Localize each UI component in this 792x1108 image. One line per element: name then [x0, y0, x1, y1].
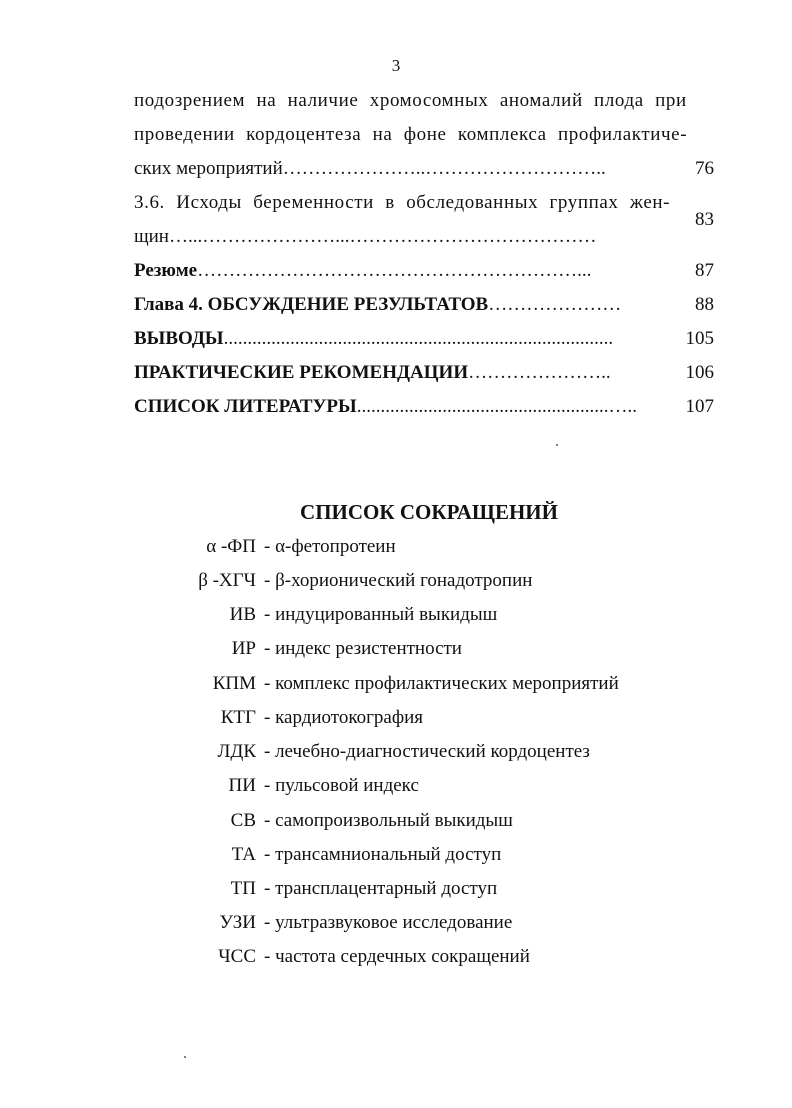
abbr-definition: - трансамниональный доступ — [264, 844, 502, 865]
toc-item-3-6-line2: щин…...…………………...………………………………… — [134, 226, 597, 247]
toc-summary-label: Резюме — [134, 260, 198, 281]
list-item — [0, 673, 792, 707]
toc-chapter4-dots: ………………… — [488, 294, 622, 315]
toc-summary — [134, 260, 654, 282]
list-item — [0, 775, 792, 809]
abbr-term: α -ФП — [206, 536, 256, 557]
list-item — [0, 878, 792, 912]
list-item — [0, 638, 792, 672]
toc-conclusions-dots: .................................................................................. — [223, 328, 614, 349]
toc-recommendations-page: 106 — [685, 362, 714, 383]
toc-conclusions-label: ВЫВОДЫ — [134, 328, 224, 349]
abbr-definition: - комплекс профилактических мероприятий — [264, 673, 619, 694]
abbr-definition: - трансплацентарный доступ — [264, 878, 498, 899]
abbr-definition: - индекс резистентности — [264, 638, 462, 659]
abbr-term: ТА — [231, 844, 256, 865]
list-item — [0, 570, 792, 604]
abbr-definition: - пульсовой индекс — [264, 775, 419, 796]
toc-conclusions-page: 105 — [685, 328, 714, 349]
toc-continued-line2: проведении кордоцентеза на фоне комплекса профилактиче- — [134, 124, 688, 145]
toc-item-3-6-line1: 3.6. Исходы беременности в обследованных группах жен- — [134, 192, 671, 213]
page-number: 3 — [391, 56, 401, 75]
list-item — [0, 946, 792, 980]
toc-item-3-6-page: 83 — [695, 209, 714, 230]
toc-references — [134, 396, 654, 418]
toc-references-label: СПИСОК ЛИТЕРАТУРЫ — [134, 396, 357, 417]
abbr-term: ИВ — [229, 604, 256, 625]
toc-chapter4-label: Глава 4. ОБСУЖДЕНИЕ РЕЗУЛЬТАТОВ — [134, 294, 489, 315]
scan-speck — [184, 1056, 186, 1058]
abbr-definition: - β-хорионический гонадотропин — [264, 570, 533, 591]
list-item — [0, 810, 792, 844]
abbr-term: ЛДК — [217, 741, 256, 762]
abbr-term: β -ХГЧ — [198, 570, 256, 591]
list-item — [0, 536, 792, 570]
toc-summary-dots: ……………………………………………………... — [197, 260, 592, 281]
abbr-term: СВ — [230, 810, 256, 831]
list-item — [0, 707, 792, 741]
toc-recommendations-dots: ………………….. — [468, 362, 611, 383]
abbr-term: УЗИ — [219, 912, 256, 933]
toc-summary-page: 87 — [695, 260, 714, 281]
list-item — [0, 604, 792, 638]
toc-recommendations-label: ПРАКТИЧЕСКИЕ РЕКОМЕНДАЦИИ — [134, 362, 469, 383]
toc-chapter4-page: 88 — [695, 294, 714, 315]
list-item — [0, 844, 792, 878]
abbr-definition: - α-фетопротеин — [264, 536, 396, 557]
toc-recommendations — [134, 362, 654, 384]
abbr-term: КТГ — [220, 707, 256, 728]
abbr-term: ПИ — [228, 775, 256, 796]
abbr-definition: - кардиотокография — [264, 707, 424, 728]
abbr-definition: - лечебно-диагностический кордоцентез — [264, 741, 590, 762]
abbr-definition: - частота сердечных сокращений — [264, 946, 530, 967]
abbreviations-title: СПИСОК СОКРАЩЕНИЙ — [300, 500, 558, 524]
toc-continued-page: 76 — [695, 158, 714, 179]
abbr-term: ИР — [231, 638, 256, 659]
abbr-definition: - ультразвуковое исследование — [264, 912, 513, 933]
toc-continued-line3: ских мероприятий…………………..……………………….. — [134, 158, 606, 179]
list-item — [0, 741, 792, 775]
abbr-term: ЧСС — [218, 946, 256, 967]
toc-chapter4 — [134, 294, 654, 316]
scan-speck — [556, 444, 558, 446]
list-item — [0, 912, 792, 946]
toc-continued-line1: подозрением на наличие хромосомных аномалий плода при — [134, 90, 687, 111]
toc-references-dots: .....................................................….. — [356, 396, 637, 417]
abbr-term: ТП — [230, 878, 256, 899]
toc-conclusions — [134, 328, 654, 350]
abbr-definition: - самопроизвольный выкидыш — [264, 810, 513, 831]
abbr-definition: - индуцированный выкидыш — [264, 604, 498, 625]
toc-references-page: 107 — [685, 396, 714, 417]
abbr-term: КПМ — [212, 673, 256, 694]
